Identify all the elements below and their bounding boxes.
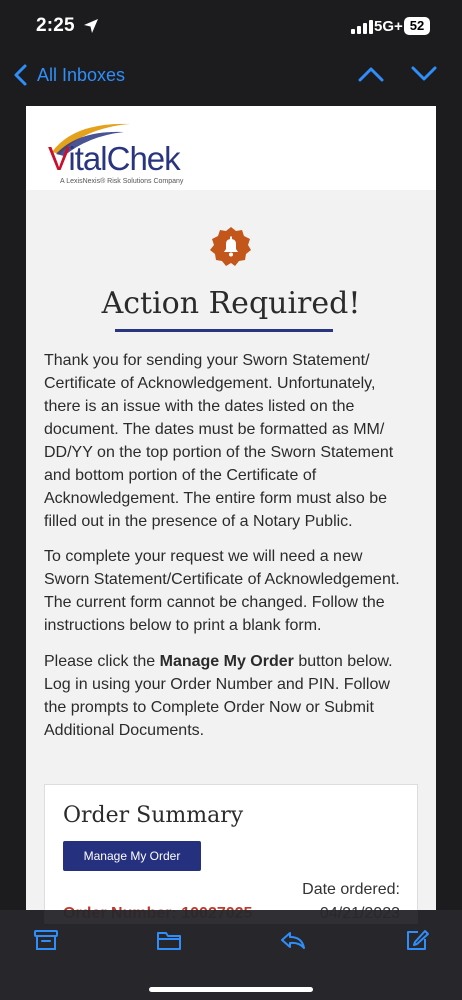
reply-icon[interactable] — [280, 928, 306, 952]
vitalchek-logo — [44, 118, 199, 185]
message-paragraph-2: To complete your request we will need a new Sworn Statement/Certificate of Acknowledgement. The current form cannot be changed. Follow the instructions below to print a blank form. — [44, 548, 400, 634]
email-body — [26, 106, 436, 910]
status-time: 2:25 — [36, 15, 75, 36]
archive-icon[interactable] — [33, 928, 59, 952]
logo-wordmark: VitalChek — [48, 140, 180, 177]
title-underline — [115, 329, 333, 332]
paragraph-3-end: button below. Log in using your Order Number and PIN. Follow the prompts to Complete Order Now or Submit Additional Documents. — [44, 653, 393, 739]
date-ordered-label: Date ordered: — [302, 881, 400, 898]
folder-icon[interactable] — [156, 928, 182, 952]
back-chevron-icon[interactable] — [12, 64, 28, 86]
order-summary-title: Order Summary — [63, 803, 244, 828]
compose-icon[interactable] — [404, 928, 430, 952]
battery-indicator: 52 — [404, 17, 430, 35]
cellular-signal-icon — [351, 20, 373, 34]
mail-toolbar — [0, 910, 462, 1000]
action-required-title: Action Required! — [101, 286, 361, 321]
mail-nav-bar — [0, 52, 462, 98]
back-to-all-inboxes[interactable]: All Inboxes — [37, 65, 126, 85]
email-header — [26, 106, 436, 190]
network-type: 5G+ — [374, 18, 403, 35]
manage-my-order-emphasis: Manage My Order — [159, 653, 294, 670]
status-bar — [0, 0, 462, 52]
manage-my-order-button[interactable]: Manage My Order — [63, 841, 201, 871]
bell-alert-icon — [210, 226, 252, 268]
paragraph-3-start: Please click the — [44, 653, 160, 670]
logo-tagline: A LexisNexis® Risk Solutions Company — [60, 178, 184, 185]
next-message-icon[interactable] — [410, 65, 438, 83]
message-paragraph-3 — [44, 650, 404, 742]
location-arrow-icon — [82, 17, 100, 35]
home-indicator[interactable] — [149, 987, 313, 992]
order-summary-card — [44, 784, 418, 924]
previous-message-icon[interactable] — [357, 65, 385, 83]
message-paragraph-1: Thank you for sending your Sworn Statement/ Certificate of Acknowledgement. Unfortunately, there is an issue with the dates listed on the document. The dates must be formatted as MM/ DD/YY on the top portion of the Sworn Statement and bottom portion of the Certificate of Acknowledgement. The entire form must also be filled out in the presence of a Notary Public. — [44, 352, 394, 530]
